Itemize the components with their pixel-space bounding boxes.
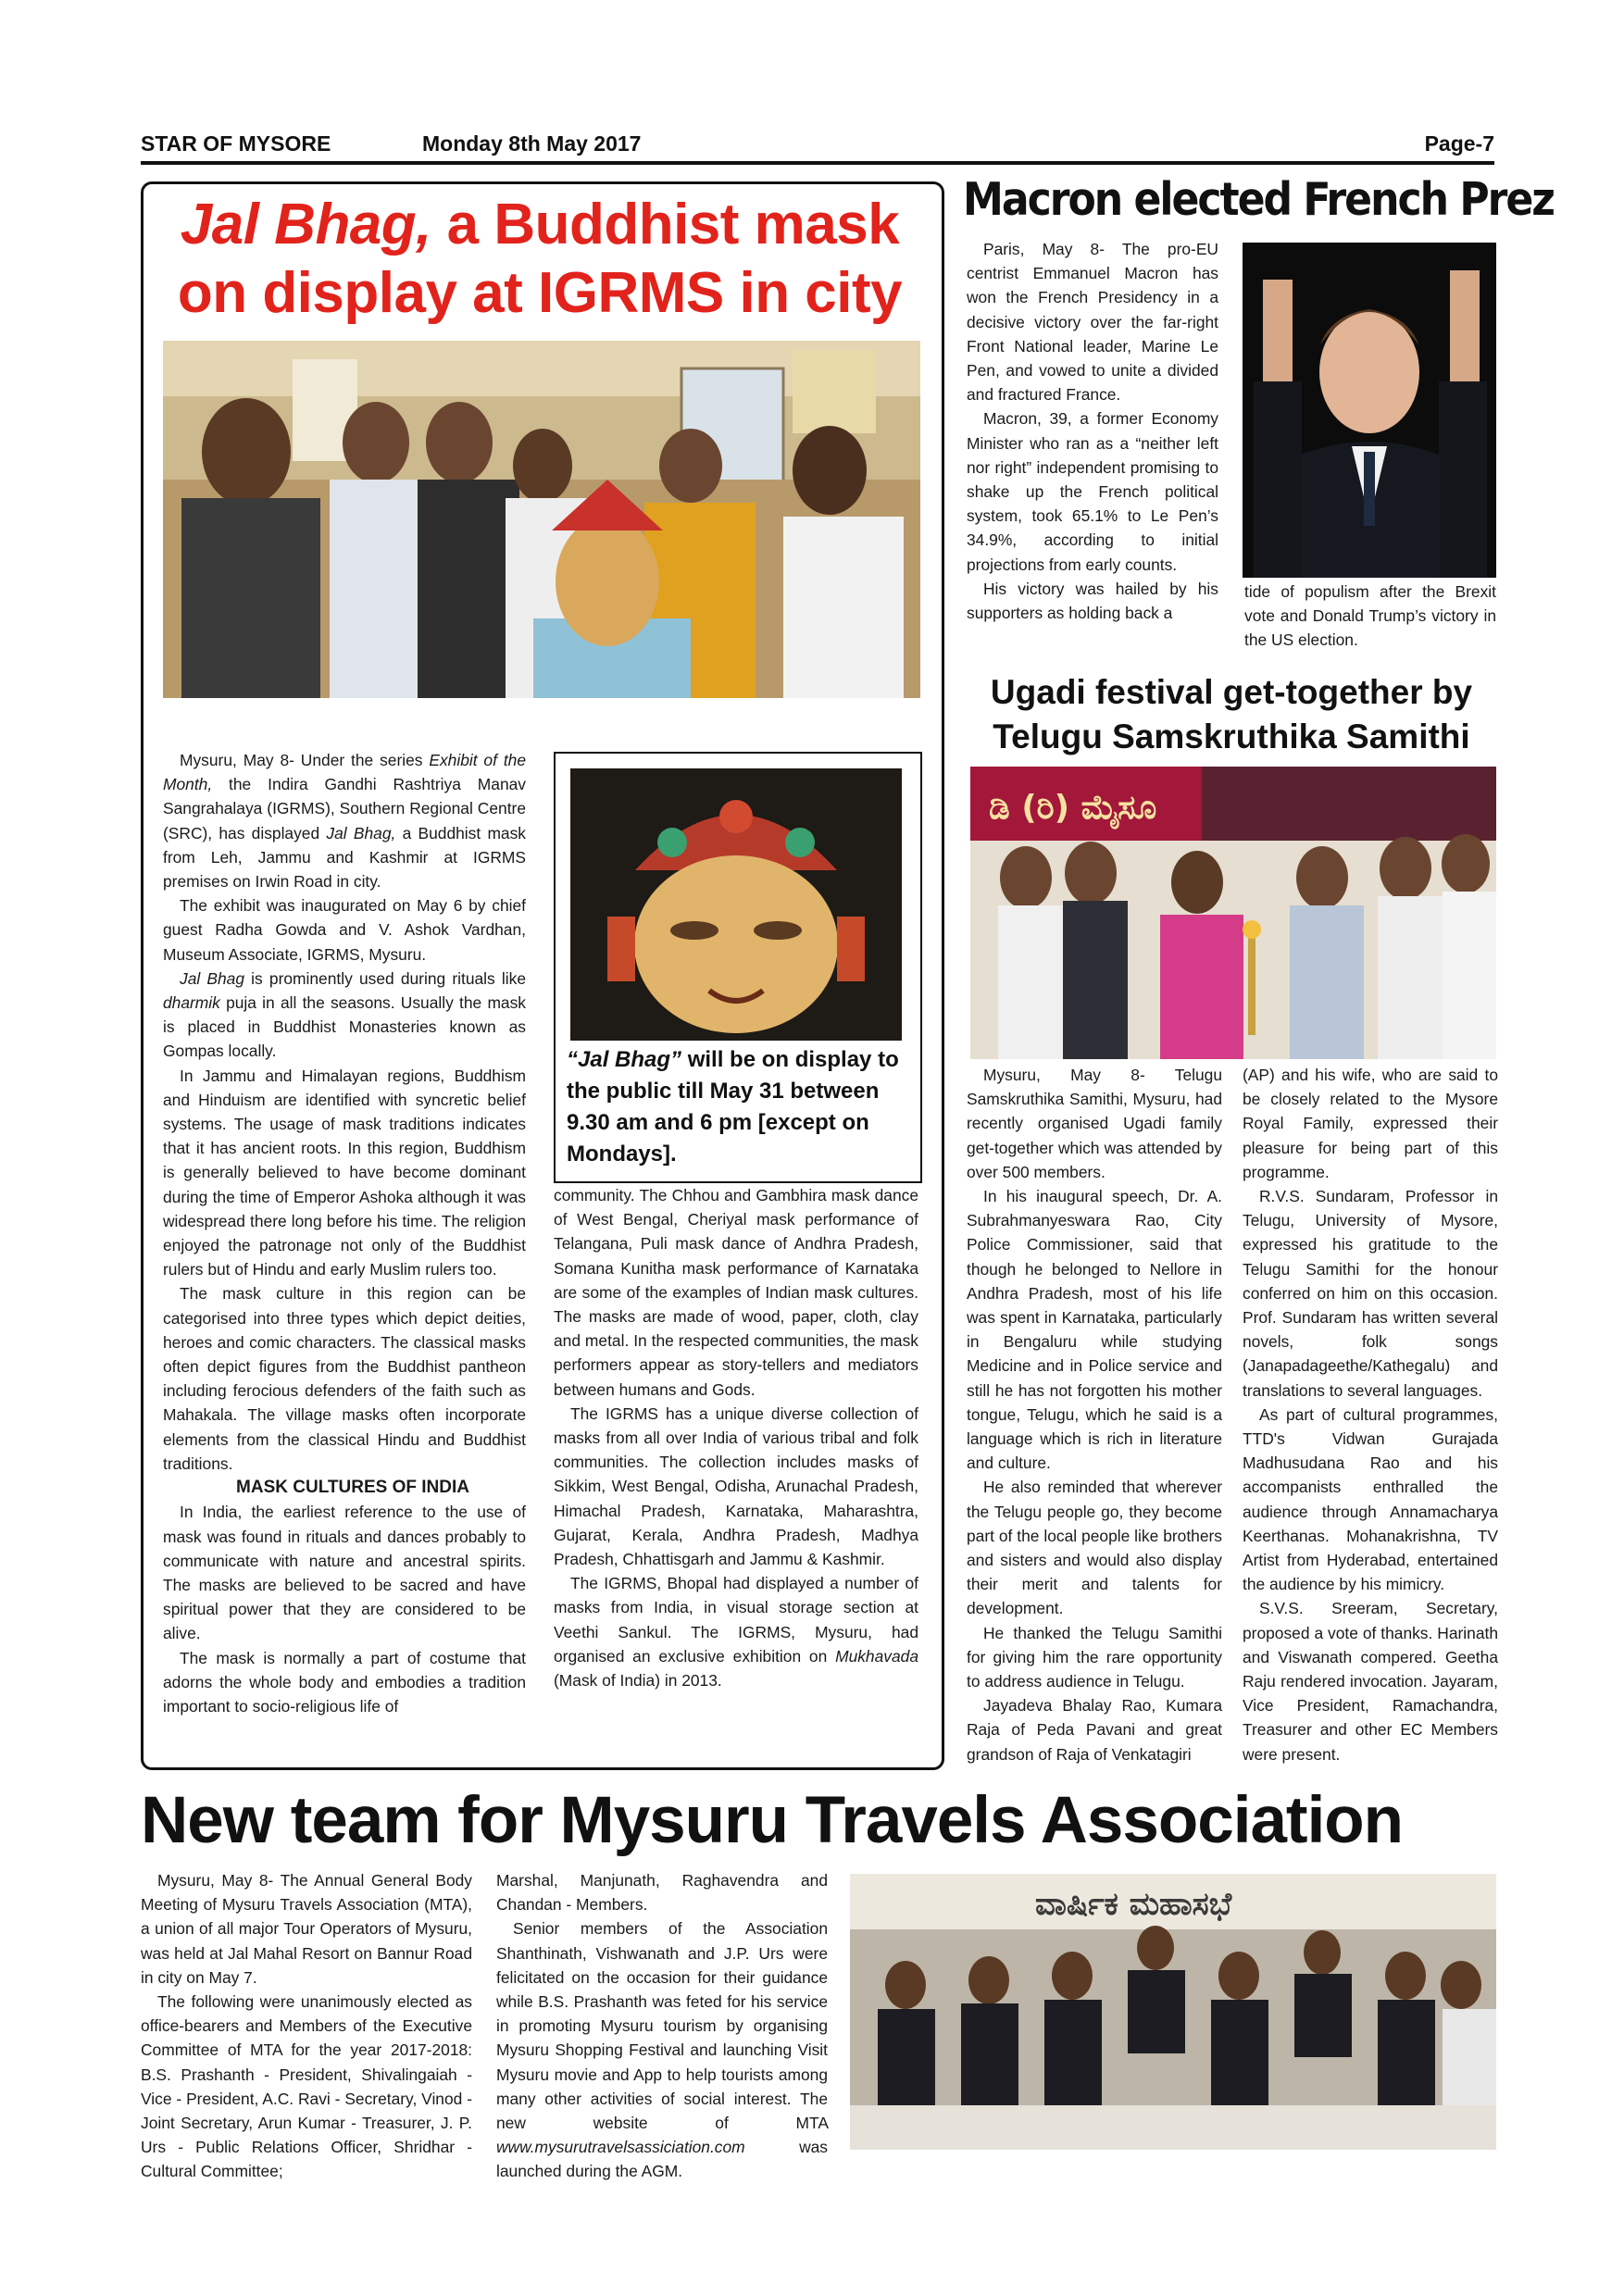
p3-italic-2: dharmik [163,993,220,1013]
ugadi-p3: He also reminded that wherever the Telugu people go, they become part of the local people like brothers and sisters and would also display their merit and talents for development. [967,1478,1222,1618]
macron-p2: Macron, 39, a former Economy Minister who ran as a “neither left nor right” independent promising to shake up the French political system, took 65.1% to Le Pen’s 34.9%, according to initial projections from early counts. [967,409,1218,574]
mta-col-2 [496,1868,828,2184]
mta-p1: Mysuru, May 8- The Annual General Body Meeting of Mysuru Travels Association (MTA), a union of all major Tour Operators of Mysuru, was held at Jal Mahal Resort on Bannur Road in city on May 7. [141,1871,472,1987]
mta-p3: Marshal, Manjunath, Raghavendra and Chandan - Members. [496,1871,828,1915]
mta-website: www.mysurutravelsassiciation.com [496,2138,745,2157]
ugadi-col-1 [967,1063,1222,1766]
macron-p1: Paris, May 8- The pro-EU centrist Emmanuel Macron has won the French Presidency in a decisive victory over the far-right Front National leader, Marine Le Pen, and vowed to unite a divided and fractured France. [967,240,1218,405]
p1-b: the Indira Gandhi Rashtriya Manav Sangrahalaya (IGRMS), Southern Regional Centre (SRC), has displayed [163,775,526,842]
ugadi-p1: Mysuru, May 8- Telugu Samskruthika Samithi, Mysuru, had recently organised Ugadi family get-together which was attended by over 500 members. [967,1066,1222,1181]
jal-bhag-mask-photo [570,768,902,1041]
ugadi-p6: (AP) and his wife, who are said to be closely related to the Mysore Royal Family, expressed their pleasure for being part of this programme. [1243,1066,1498,1181]
mta-p4-b: was launched during the AGM. [496,2138,828,2181]
jal-bhag-p9: The IGRMS has a unique diverse collection of masks from all over India of various tribal and folk communities. The collection includes masks of Sikkim, West Bengal, Odisha, Arunachal Pradesh, Himachal Pradesh, Karnataka, Maharashtra, Gujarat, Kerala, Andhra Pradesh, Madhya Pradesh, Chhattisgarh and Jammu & Kashmir. [554,1404,918,1569]
ugadi-photo [970,767,1496,1059]
p3-b: puja in all the seasons. Usually the mask is placed in Buddhist Monasteries known as Gompas locally. [163,993,526,1061]
caption-rest: will be on display to the public till May 31 between 9.30 am and 6 pm [except on Mondays]. [567,1047,899,1167]
ugadi-banner-text: ಡಿ (ರಿ) ಮೈಸೂ [989,789,1157,827]
jal-bhag-p8: community. The Chhou and Gambhira mask dance of West Bengal, Cheriyal mask performance of Telangana, Puli mask dance of Andhra Pradesh, Somana Kunitha mask performance of Karnataka are some of the examples of Indian mask cultures. The masks are made of wood, paper, cloth, clay and metal. In the respected communities, the mask performers appear as story-tellers and mediators between humans and Gods. [554,1186,918,1399]
jal-bhag-p4: In Jammu and Himalayan regions, Buddhism and Hinduism are identified with syncretic belief systems. The usage of mask traditions indicates that it has ancient roots. In this region, Buddhism is generally believed to have become dominant during the time of Emperor Ashoka although it was widespread there long before his time. The religion enjoyed the patronage not only of the Buddhist rulers but of Hindu and early Muslim rulers too. [163,1066,526,1279]
p3-a: is prominently used during rituals like [244,968,526,988]
ugadi-headline-line2: Telugu Samskruthika Samithi [993,718,1470,755]
issue-date: Monday 8th May 2017 [422,131,642,156]
jal-bhag-col-1 [163,748,526,1718]
jal-bhag-col-2 [554,1183,918,1692]
mta-group-photo [850,1874,1496,2150]
ugadi-headline-line1: Ugadi festival get-together by [990,673,1473,711]
p1-c: a Buddhist mask from Leh, Jammu and Kashmir at IGRMS premises on Irwin Road in city. [163,823,526,892]
jal-bhag-p6: In India, the earliest reference to the use of mask was found in rituals and dances probably to communicate with nature and ancestral spirits. The masks are believed to be sacred and have spiritual power that they are considered to be alive. [163,1503,526,1643]
mta-p2: The following were unanimously elected as office-bearers and Members of the Executive Committee of MTA for the year 2017-2018: B.S. Prashanth - President, Shivalingaiah - Vice - President, A.C. Ravi - Secretary, Vinod - Joint Secretary, Arun Kumar - Treasurer, J. P. Urs - Public Relations Officer, Shridhar - Cultural Committee; [141,1992,472,2181]
ugadi-p8: As part of cultural programmes, TTD's Vidwan Gurajada Madhusudana Rao and his accompanists enthralled the audience through Annamacharya Keerthanas. Mohanakrishna, TV Artist from Hyderabad, entertained the audience by his mimicry. [1243,1404,1498,1594]
jal-bhag-p7: The mask is normally a part of costume that adorns the whole body and embodies a tradition important to socio-religious life of [163,1648,526,1716]
mask-cultures-subhead: MASK CULTURES OF INDIA [236,1478,469,1498]
mta-headline: New team for Mysuru Travels Association [141,1784,1404,1857]
p10-a: The IGRMS, Bhopal had displayed a number of masks from India, in visual storage section at Veethi Sankul. The IGRMS, Mysuru, had organised an exclusive exhibition on [554,1574,918,1666]
headline-italic: Jal Bhag, [180,193,431,256]
header-rule [141,161,1494,165]
p1-a: Mysuru, May 8- Under the series [180,751,430,769]
macron-headline: Macron elected French Prez [963,173,1554,226]
macron-col-1 [967,237,1218,625]
macron-p3: His victory was hailed by his supporters as holding back a [967,579,1218,623]
jal-bhag-p2: The exhibit was inaugurated on May 6 by chief guest Radha Gowda and V. Ashok Vardhan, Museum Associate, IGRMS, Mysuru. [163,896,526,964]
macron-photo [1243,243,1496,578]
headline-line2: on display at IGRMS in city [177,261,903,325]
ugadi-p9: S.V.S. Sreeram, Secretary, proposed a vote of thanks. Harinath and Viswanath compered. Geetha Raju rendered invocation. Jayaram, Vice President, Ramachandra, Treasurer and other EC Members were present. [1243,1599,1498,1764]
mta-banner-text: ವಾರ್ಷಿಕ ಮಹಾಸಭೆ [1035,1886,1232,1923]
paper-name: STAR OF MYSORE [141,131,331,156]
mask-caption [567,1044,911,1170]
caption-italic: “Jal Bhag” [567,1047,682,1072]
macron-col-2 [1244,580,1496,653]
mta-col-1 [141,1868,472,2184]
p10-b: (Mask of India) in 2013. [554,1671,722,1691]
p1-italic-1: Exhibit of the Month, [163,751,526,794]
jal-bhag-headline [148,191,931,328]
ugadi-col-2 [1243,1063,1498,1766]
ugadi-headline [963,670,1500,759]
p3-italic-1: Jal Bhag [180,968,245,988]
macron-p3-cont: tide of populism after the Brexit vote and Donald Trump’s victory in the US election. [1244,582,1496,650]
ugadi-p5: Jayadeva Bhalay Rao, Kumara Raja of Peda Pavani and great grandson of Raja of Venkatagiri [967,1696,1222,1764]
mta-p4: Senior members of the Association Shanthinath, Vishwanath and J.P. Urs were felicitated on the occasion for their guidance while B.S. Prashanth was feted for his service in promoting Mysuru tourism by organising Mysuru Shopping Festival and launching Visit Mysuru movie and App to help tourists among many other activities of social interest. The new website of MTA [496,1919,828,2133]
page-number: Page-7 [1424,131,1494,156]
igrms-exhibit-photo [163,341,920,698]
p10-italic: Mukhavada [835,1646,918,1666]
p1-italic-2: Jal Bhag, [326,823,396,842]
ugadi-p4: He thanked the Telugu Samithi for giving him the rare opportunity to address audience in Telugu. [967,1623,1222,1691]
ugadi-p7: R.V.S. Sundaram, Professor in Telugu, University of Mysore, expressed his gratitude to the Telugu Samithi for the honour conferred on him on this occasion. Prof. Sundaram has written several novels, folk songs (Janapadageethe/Kathegalu) and translations to several languages. [1243,1187,1498,1400]
ugadi-p2: In his inaugural speech, Dr. A. Subrahmanyeswara Rao, City Police Commissioner, said that though he belonged to Nellore in Andhra Pradesh, most of his life was spent in Karnataka, particularly in Bengaluru while studying Medicine and in Police service and still he has not forgotten his mother tongue, Telugu, which he said is a language which is rich in literature and culture. [967,1187,1222,1473]
headline-rest: a Buddhist mask [431,193,900,256]
jal-bhag-p5: The mask culture in this region can be categorised into three types which depict deities, heroes and comic characters. The classical masks often depict figures from the Buddhist pantheon including ferocious defenders of the faith such as Mahakala. The village masks often incorporate elements from the classical Hindu and Buddhist traditions. [163,1284,526,1473]
